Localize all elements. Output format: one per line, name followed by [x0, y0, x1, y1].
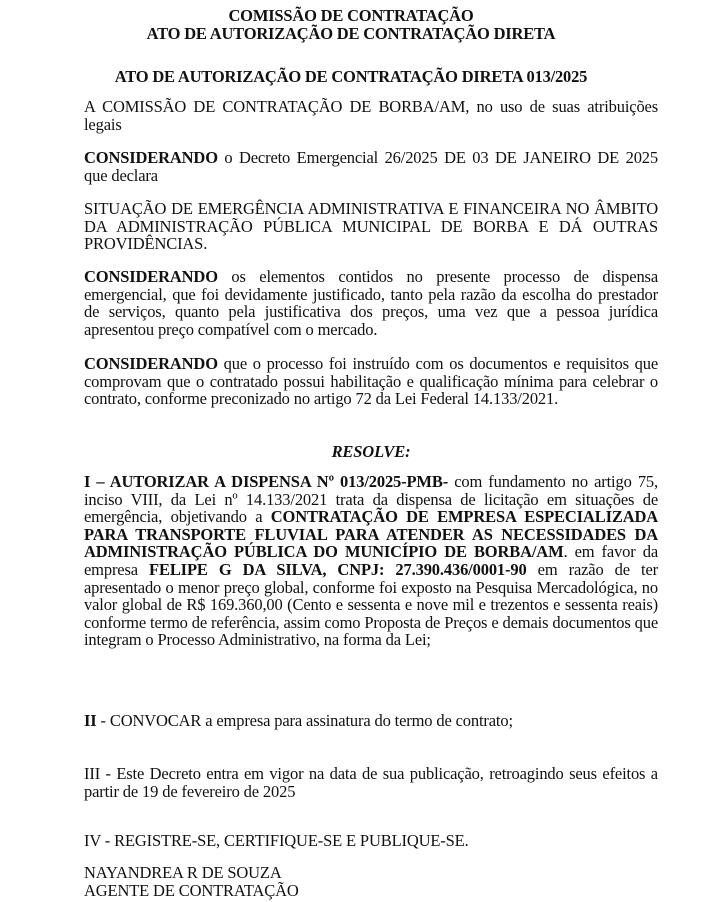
- considerando-3: [84, 355, 658, 408]
- header-commission: COMISSÃO DE CONTRATAÇÃO: [228, 6, 474, 25]
- item-4-text: IV - REGISTRE-SE, CERTIFIQUE-SE E PUBLIQUE-SE.: [84, 831, 469, 850]
- considerando-label: CONSIDERANDO: [84, 148, 218, 167]
- signature-role: AGENTE DE CONTRATAÇÃO: [84, 880, 299, 900]
- item-1: [84, 473, 658, 649]
- item-2-text: - CONVOCAR a empresa para assinatura do termo de contrato;: [96, 711, 513, 730]
- item-2: [84, 712, 658, 730]
- item-3: [84, 765, 658, 800]
- considerando-label: CONSIDERANDO: [84, 354, 218, 373]
- considerando-text: o Decreto Emergencial 26/2025 DE 03 DE JANEIRO DE 2025 que declara: [84, 148, 658, 185]
- document-title: ATO DE AUTORIZAÇÃO DE CONTRATAÇÃO DIRETA 013/2025: [114, 67, 588, 86]
- item-1-label: I – AUTORIZAR A DISPENSA Nº 013/2025-PMB-: [84, 472, 449, 491]
- item-1-company: FELIPE G DA SILVA, CNPJ: 27.390.436/0001-90: [149, 559, 527, 579]
- resolve-heading: RESOLVE:: [331, 442, 411, 461]
- item-1-text-c: em razão de ter apresentado o menor preço global, conforme foi exposto na Pesquisa Mercadológica, no valor global de R$ 169.360,00 (Cento e sessenta e nove mil e trezentos e sessenta reais) conforme termo de referência, assim como Proposta de Preços e demais documentos que integram o Processo Administrativo, na forma da Lei;: [84, 559, 658, 650]
- item-2-label: II: [84, 711, 97, 730]
- header-subtitle: ATO DE AUTORIZAÇÃO DE CONTRATAÇÃO DIRETA: [146, 24, 556, 43]
- considerando-1: [84, 149, 658, 184]
- situacao-paragraph: [84, 200, 658, 253]
- considerando-text: que o processo foi instruído com os documentos e requisitos que comprovam que o contratado possui habilitação e qualificação mínima para celebrar o contrato, conforme preconizado no artigo 72 da Lei Federal 14.133/2021.: [84, 354, 658, 409]
- item-1-text-a: com fundamento no artigo 75, inciso VIII, da Lei nº 14.133/2021 trata da dispensa de licitação em situações de emergência, objetivando a: [84, 472, 659, 527]
- item-1-text-b: . em favor da empresa: [84, 542, 658, 579]
- item-4: [84, 832, 658, 850]
- considerando-label: CONSIDERANDO: [84, 267, 218, 286]
- considerando-text: os elementos contidos no presente processo de dispensa emergencial, que foi devidamente justificado, tanto pela razão da escolha do prestador de serviços, quanto pela justificativa dos preços, uma vez que a pessoa jurídica apresentou preço compatível com o mercado.: [84, 267, 658, 339]
- signature-name: NAYANDREA R DE SOUZA: [84, 863, 282, 882]
- signature-block: [84, 864, 658, 899]
- intro-paragraph: [84, 98, 658, 133]
- item-3-text: Este Decreto entra em vigor na data de sua publicação, retroagindo seus efeitos a partir de 19 de fevereiro de 2025: [84, 764, 658, 801]
- item-1-object: CONTRATAÇÃO DE EMPRESA ESPECIALIZADA PARA TRANSPORTE FLUVIAL PARA ATENDER AS NECESSIDADES DA ADMINISTRAÇÃO PÚBLICA DO MUNICÍPIO DE BORBA/AM: [84, 507, 658, 562]
- situacao-text: SITUAÇÃO DE EMERGÊNCIA ADMINISTRATIVA E FINANCEIRA NO ÂMBITO DA ADMINISTRAÇÃO PÚBLICA MUNICIPAL DE BORBA E DÁ OUTRAS PROVIDÊNCIAS.: [84, 199, 658, 254]
- intro-text: A COMISSÃO DE CONTRATAÇÃO DE BORBA/AM, no uso de suas atribuições legais: [84, 97, 658, 134]
- considerando-2: [84, 268, 658, 338]
- item-3-label: III -: [84, 764, 117, 783]
